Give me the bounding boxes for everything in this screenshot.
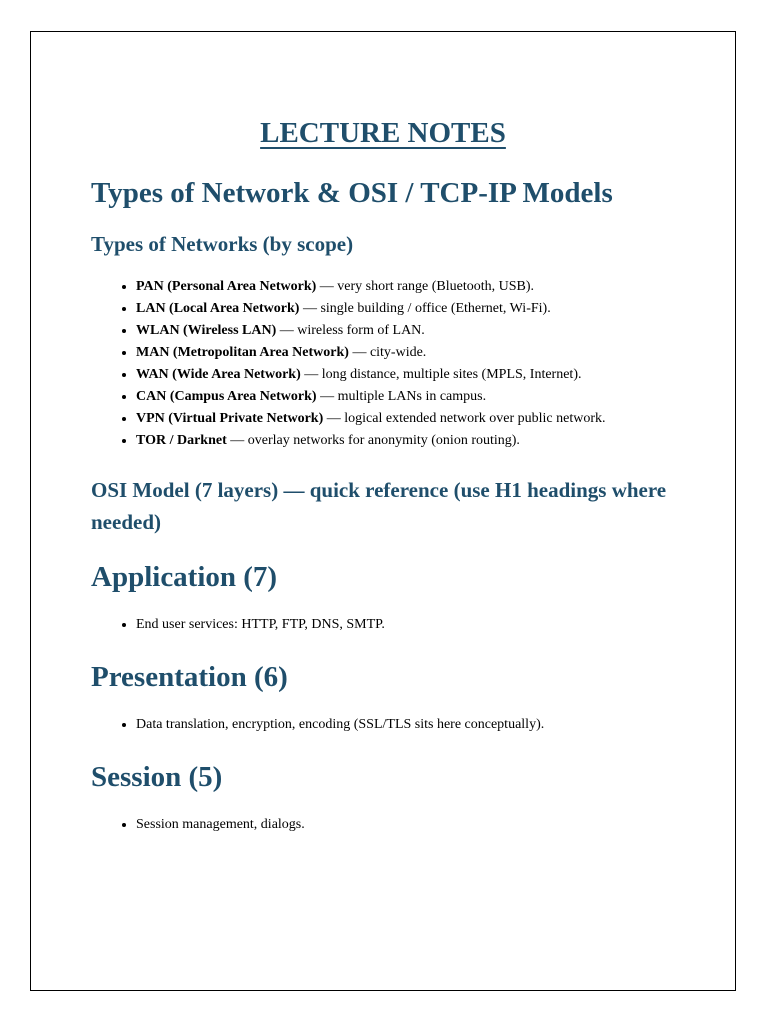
network-desc: — multiple LANs in campus. <box>316 389 487 404</box>
network-desc: — single building / office (Ethernet, Wi-Fi). <box>299 301 551 316</box>
list-item <box>136 430 691 452</box>
document-page <box>30 31 736 991</box>
network-desc: — wireless form of LAN. <box>276 323 425 338</box>
osi-heading-wrap <box>91 474 691 538</box>
network-term: LAN (Local Area Network) <box>136 301 300 316</box>
network-desc: — overlay networks for anonymity (onion routing). <box>226 433 520 448</box>
network-term: PAN (Personal Area Network) <box>136 279 317 294</box>
list-item <box>136 342 691 364</box>
layer-heading-session: Session (5) <box>91 761 223 793</box>
layer-list-presentation <box>91 714 691 736</box>
network-term: MAN (Metropolitan Area Network) <box>136 345 349 360</box>
network-term: VPN (Virtual Private Network) <box>136 411 324 426</box>
network-desc: — long distance, multiple sites (MPLS, Internet). <box>300 367 582 382</box>
lecture-title: LECTURE NOTES <box>260 117 506 149</box>
network-term: TOR / Darknet <box>136 433 227 448</box>
list-item <box>136 320 691 342</box>
layer-heading-application: Application (7) <box>91 561 278 593</box>
list-item: • Data translation, encryption, encoding (SSL/TLS sits here conceptually). <box>136 714 691 736</box>
osi-heading: OSI Model (7 layers) — quick reference (use H1 headings where needed) <box>91 478 667 534</box>
list-item: • Session management, dialogs. <box>136 814 691 836</box>
layer-heading-presentation: Presentation (6) <box>91 661 288 693</box>
network-term: WLAN (Wireless LAN) <box>136 323 277 338</box>
networks-list <box>91 276 691 452</box>
layer-list-session <box>91 814 691 836</box>
main-heading: Types of Network & OSI / TCP-IP Models <box>91 177 613 209</box>
list-item <box>136 276 691 298</box>
layer-list-application <box>91 614 691 636</box>
network-desc: — city-wide. <box>348 345 427 360</box>
list-item <box>136 386 691 408</box>
list-item <box>136 408 691 430</box>
list-item <box>136 298 691 320</box>
network-term: CAN (Campus Area Network) <box>136 389 317 404</box>
list-item <box>136 364 691 386</box>
networks-heading: Types of Networks (by scope) <box>91 232 354 256</box>
network-desc: — very short range (Bluetooth, USB). <box>316 279 535 294</box>
list-item: • End user services: HTTP, FTP, DNS, SMTP. <box>136 614 691 636</box>
network-desc: — logical extended network over public network. <box>323 411 606 426</box>
network-term: WAN (Wide Area Network) <box>136 367 301 382</box>
document-content <box>91 116 691 836</box>
